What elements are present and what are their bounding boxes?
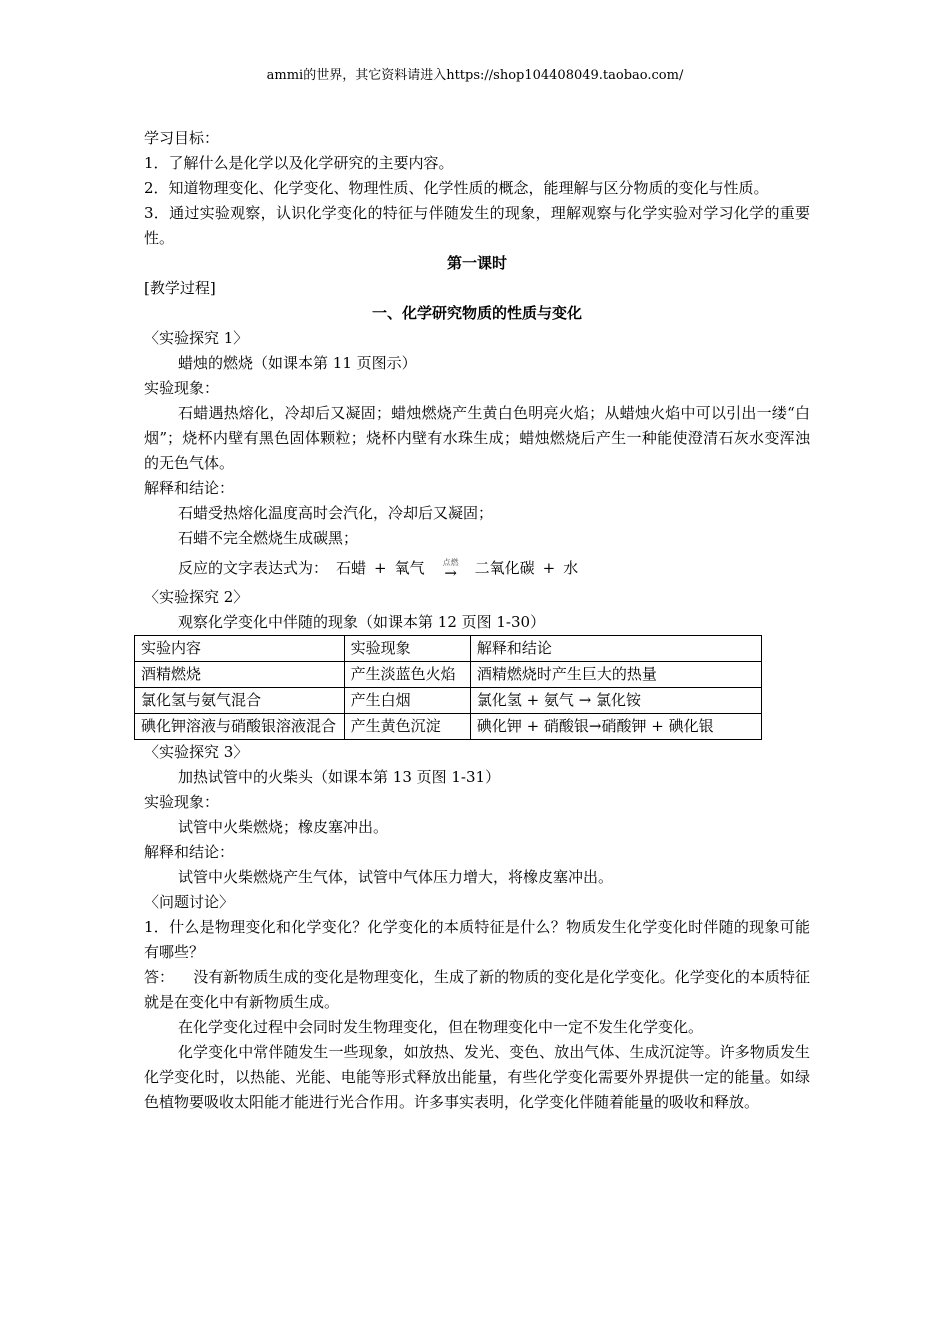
exp3-conclusion: 试管中火柴燃烧产生气体，试管中气体压力增大，将橡皮塞冲出。: [178, 868, 614, 886]
objectives-title: 学习目标：: [144, 129, 220, 147]
table-cell: 碘化钾溶液与硝酸银溶液混合: [135, 714, 345, 740]
document-body: [141, 126, 810, 1115]
exp3-phenomenon: 试管中火柴燃烧；橡皮塞冲出。: [178, 818, 389, 836]
reaction-condition: 点燃: [442, 558, 459, 567]
exp1-phenomenon: 石蜡遇热熔化，冷却后又凝固；蜡烛燃烧产生黄白色明亮火焰；从蜡烛火焰中可以引出一缕“白烟”；烧杯内壁有黑色固体颗粒；烧杯内壁有水珠生成；蜡烛燃烧后产生一种能使澄清石灰水变浑浊的无色气体。: [144, 404, 810, 472]
page-header: ammi的世界，其它资料请进入https://shop104408049.taobao.com/: [266, 68, 684, 83]
exp1-label: 〈实验探究 1〉: [144, 329, 249, 347]
arrow-icon: →: [444, 564, 457, 582]
table-header-cell: 解释和结论: [470, 636, 761, 662]
exp2-topic: 观察化学变化中伴随的现象（如课本第 12 页图 1-30）: [178, 613, 546, 631]
table-cell: 碘化钾 + 硝酸银→硝酸钾 + 碘化银: [470, 714, 761, 740]
objective-1: 1．了解什么是化学以及化学研究的主要内容。: [144, 154, 454, 172]
table-cell: 产生黄色沉淀: [344, 714, 470, 740]
process-label: [教学过程]: [144, 279, 216, 297]
table-header-cell: 实验现象: [344, 636, 470, 662]
discussion-label: 〈问题讨论〉: [144, 893, 235, 911]
exp1-conclusion-label: 解释和结论：: [144, 479, 235, 497]
table-cell: 氯化氢与氨气混合: [135, 688, 345, 714]
plus-sign: +: [374, 558, 387, 577]
exp1-conclusion-1: 石蜡受热熔化温度高时会汽化，冷却后又凝固；: [178, 504, 494, 522]
table-cell: 产生白烟: [344, 688, 470, 714]
exp3-topic: 加热试管中的火柴头（如课本第 13 页图 1-31）: [178, 768, 501, 786]
table-row: [135, 662, 762, 688]
exp3-phenomenon-label: 实验现象：: [144, 793, 220, 811]
table-header-cell: 实验内容: [135, 636, 345, 662]
equation-prefix: 反应的文字表达式为：: [178, 558, 329, 577]
section-title: 一、化学研究物质的性质与变化: [371, 304, 582, 322]
plus-sign: +: [542, 558, 556, 577]
table-cell: 酒精燃烧时产生巨大的热量: [470, 662, 761, 688]
answer-label: 答：: [144, 968, 175, 986]
reactant-1: 石蜡: [336, 558, 367, 577]
discussion-answer: [144, 965, 810, 1015]
product-2: 水: [563, 558, 579, 577]
lesson-title: 第一课时: [446, 254, 507, 272]
objective-3: 3．通过实验观察，认识化学变化的特征与伴随发生的现象，理解观察与化学实验对学习化学的重要性。: [144, 204, 810, 247]
objective-2: 2．知道物理变化、化学变化、物理性质、化学性质的概念，能理解与区分物质的变化与性质。: [144, 179, 769, 197]
table-row: [135, 688, 762, 714]
discussion-paragraph-3: 化学变化中常伴随发生一些现象，如放热、发光、变色、放出气体、生成沉淀等。许多物质发生化学变化时，以热能、光能、电能等形式释放出能量，有些化学变化需要外界提供一定的能量。如绿色植物要吸收太阳能才能进行光合作用。许多事实表明，化学变化伴随着能量的吸收和释放。: [144, 1043, 810, 1111]
table-header-row: [135, 636, 762, 662]
table-row: [135, 714, 762, 740]
exp3-label: 〈实验探究 3〉: [144, 743, 249, 761]
exp3-conclusion-label: 解释和结论：: [144, 843, 235, 861]
exp2-label: 〈实验探究 2〉: [144, 588, 249, 606]
answer-text: 没有新物质生成的变化是物理变化，生成了新的物质的变化是化学变化。化学变化的本质特征就是在变化中有新物质生成。: [144, 968, 810, 1011]
exp1-topic: 蜡烛的燃烧（如课本第 11 页图示）: [178, 354, 417, 372]
exp1-conclusion-2: 石蜡不完全燃烧生成碳黑；: [178, 529, 359, 547]
discussion-question: 1．什么是物理变化和化学变化？化学变化的本质特征是什么？物质发生化学变化时伴随的现象可能有哪些？: [144, 918, 810, 961]
exp1-phenomenon-label: 实验现象：: [144, 379, 220, 397]
table-cell: 酒精燃烧: [135, 662, 345, 688]
reactant-2: 氧气: [394, 558, 425, 577]
product-1: 二氧化碳: [474, 558, 535, 577]
reaction-arrow: [442, 558, 467, 582]
table-cell: 氯化氢 + 氨气 → 氯化铵: [470, 688, 761, 714]
table-cell: 产生淡蓝色火焰: [344, 662, 470, 688]
discussion-paragraph-2: 在化学变化过程中会同时发生物理变化，但在物理变化中一定不发生化学变化。: [178, 1018, 704, 1036]
experiment-table: [134, 635, 762, 740]
word-equation: [144, 551, 810, 585]
